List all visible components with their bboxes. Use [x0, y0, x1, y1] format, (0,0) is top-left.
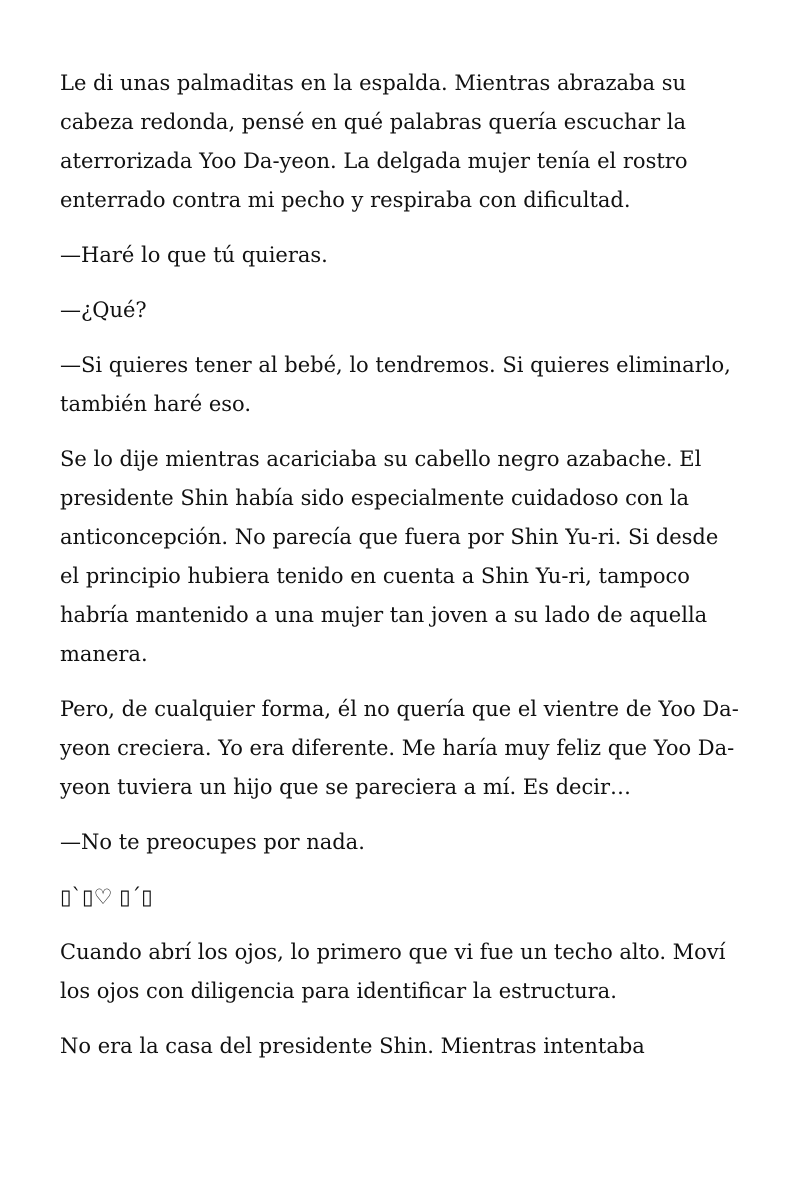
paragraph: Pero, de cualquier forma, él no quería que el vientre de Yoo Da-yeon creciera. Yo era diferente. Me haría muy feliz que Yoo Da-yeon tuviera un hijo que se pareciera a mí. Es decir… [60, 697, 739, 799]
paragraph: Se lo dije mientras acariciaba su cabello negro azabache. El presidente Shin había sido especialmente cuidadoso con la anticoncepción. No parecía que fuera por Shin Yu-ri. Si desde el principio hubiera tenido en cuenta a Shin Yu-ri, tampoco habría mantenido a una mujer tan joven a su lado de aquella manera. [60, 447, 719, 666]
scene-divider: ▯`▯♡ ▯´▯ [60, 885, 153, 909]
dialogue-line: —No te preocupes por nada. [60, 830, 365, 854]
dialogue-line: —¿Qué? [60, 298, 147, 322]
paragraph: Cuando abrí los ojos, lo primero que vi fue un techo alto. Moví los ojos con diligencia para identificar la estructura. [60, 940, 726, 1003]
paragraph: No era la casa del presidente Shin. Mientras intentaba [60, 1034, 645, 1058]
dialogue-line: —Haré lo que tú quieras. [60, 243, 328, 267]
paragraph: Le di unas palmaditas en la espalda. Mientras abrazaba su cabeza redonda, pensé en qué palabras quería escuchar la aterrorizada Yoo Da-yeon. La delgada mujer tenía el rostro enterrado contra mi pecho y respiraba con dificultad. [60, 71, 688, 212]
dialogue-line: —Si quieres tener al bebé, lo tendremos. Si quieres eliminarlo, también haré eso. [60, 353, 731, 416]
